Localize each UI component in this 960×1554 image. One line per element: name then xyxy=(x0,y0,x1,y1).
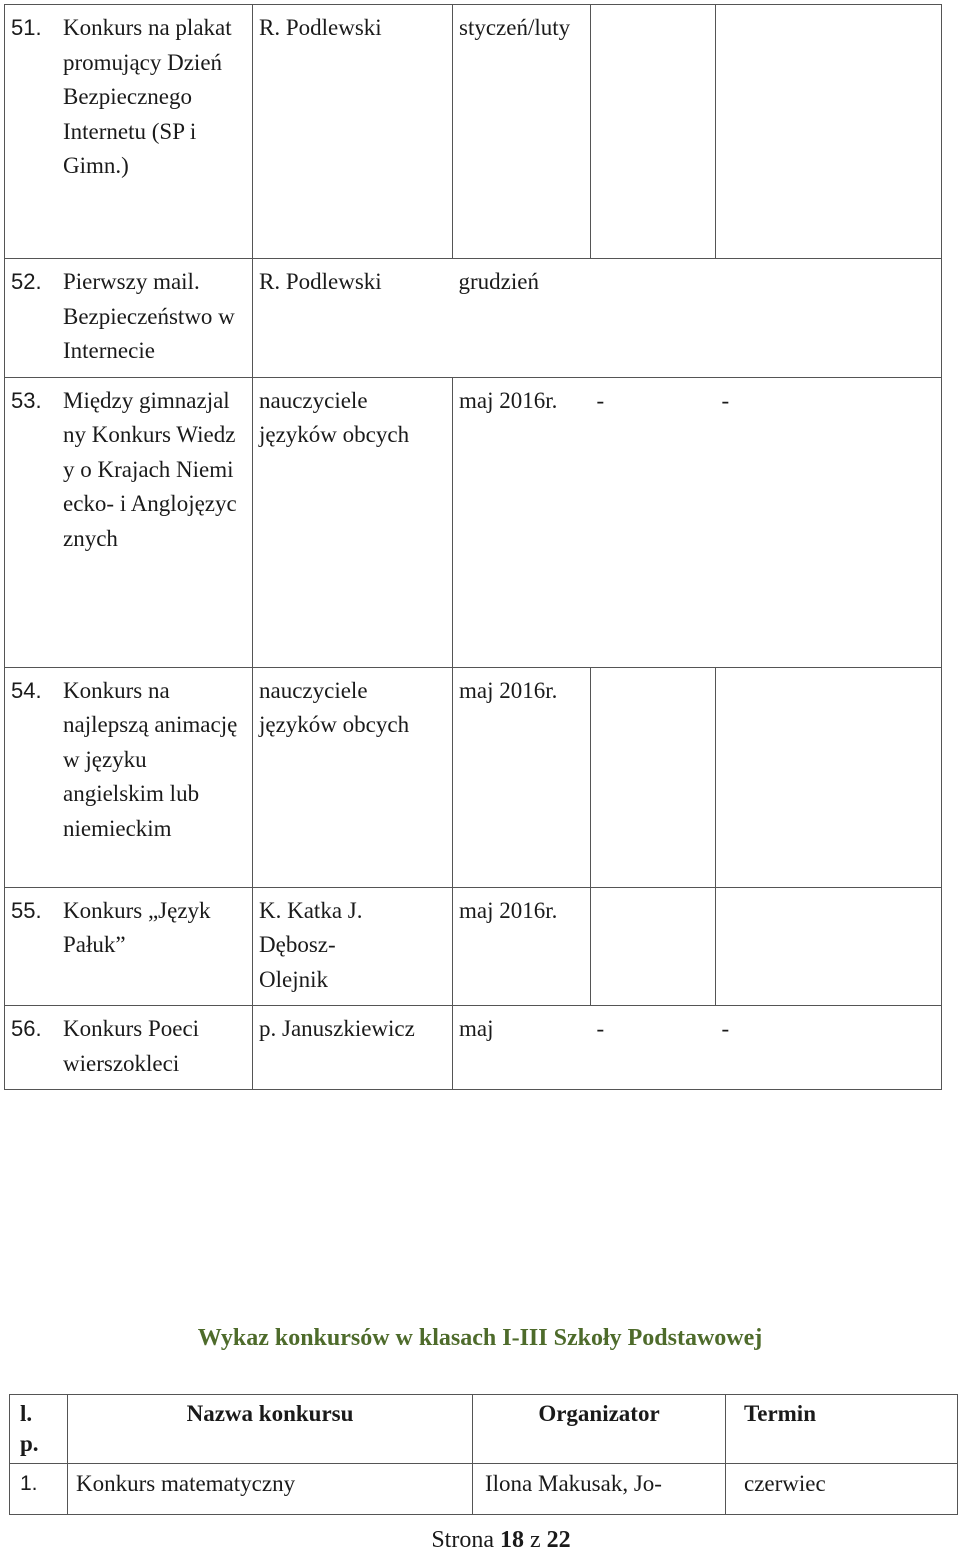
table-row xyxy=(5,887,942,1006)
row-number: 54. xyxy=(11,677,42,703)
extra-col-b: - xyxy=(716,1006,942,1090)
organizer: p. Januszkiewicz xyxy=(253,1006,453,1090)
organizer-text: K. Katka J. Dębosz-Olejnik xyxy=(259,897,363,992)
organizer: R. Podlewski xyxy=(253,259,453,378)
organizer: R. Podlewski xyxy=(253,5,453,259)
competition-name: Konkurs na najlepszą animację w języku angielskim lub niemieckim xyxy=(63,677,238,841)
table-header-row xyxy=(10,1395,958,1464)
competition-name: Pierwszy mail. Bezpieczeństwo w Internecie xyxy=(63,269,235,363)
table-row xyxy=(5,377,942,667)
row-number-name-cell xyxy=(5,259,253,378)
term: maj 2016r. xyxy=(453,377,591,667)
competition-name: Między gimnazjalny Konkurs Wiedzy o Krajach Niemiecko- i Anglojęzycznych xyxy=(63,387,237,551)
competitions-table xyxy=(4,4,942,1090)
page-total: 22 xyxy=(546,1527,571,1553)
header-organizer: Organizator xyxy=(473,1395,726,1464)
term: maj 2016r. xyxy=(453,667,591,887)
extra-col-a: - xyxy=(591,1006,716,1090)
row-number: 52. xyxy=(11,269,42,294)
row-number-name-cell xyxy=(5,377,253,667)
extra-col-b xyxy=(716,5,942,259)
footer-middle: z xyxy=(530,1527,541,1553)
extra-col-a xyxy=(591,887,716,1006)
header-lp xyxy=(10,1395,68,1464)
extra-col-b xyxy=(716,887,942,1006)
page-number: 18 xyxy=(500,1527,524,1553)
table-row xyxy=(5,667,942,887)
table-row xyxy=(5,1006,942,1090)
header-name: Nazwa konkursu xyxy=(68,1395,473,1464)
term: styczeń/luty xyxy=(453,5,591,259)
row-number-name-cell xyxy=(5,667,253,887)
term: maj xyxy=(453,1006,591,1090)
table-row xyxy=(10,1464,958,1515)
grade-1-3-competitions-table xyxy=(9,1394,958,1515)
row-number: 53. xyxy=(11,387,42,413)
term: grudzień xyxy=(453,259,591,378)
extra-col-b xyxy=(716,667,942,887)
table-row xyxy=(5,259,942,378)
row-number-name-cell xyxy=(5,1006,253,1090)
extra-col-a xyxy=(591,259,716,378)
section-title: Wykaz konkursów w klasach I-III Szkoły Podstawowej xyxy=(197,1325,763,1351)
row-number: 55. xyxy=(11,897,42,923)
row-number: 51. xyxy=(11,15,42,40)
row-number-name-cell xyxy=(5,5,253,259)
extra-col-a xyxy=(591,667,716,887)
page-footer xyxy=(0,1527,960,1554)
extra-col-b xyxy=(716,259,942,378)
organizer: nauczyciele języków obcych xyxy=(253,667,453,887)
extra-col-a xyxy=(591,5,716,259)
extra-col-a: - xyxy=(591,377,716,667)
row-number-name-cell xyxy=(5,887,253,1006)
table-row xyxy=(5,5,942,259)
footer-prefix: Strona xyxy=(431,1527,494,1553)
row-lp: 1. xyxy=(10,1464,68,1515)
header-lp-text: l.p. xyxy=(20,1401,39,1456)
header-term: Termin xyxy=(726,1395,958,1464)
row-term: czerwiec xyxy=(726,1464,958,1515)
competition-name: Konkurs na plakat promujący Dzień Bezpiecznego Internetu (SP i Gimn.) xyxy=(63,15,232,178)
row-organizer: Ilona Makusak, Jo- xyxy=(473,1464,726,1515)
row-name: Konkurs matematyczny xyxy=(68,1464,473,1515)
organizer xyxy=(253,887,453,1006)
organizer: nauczyciele języków obcych xyxy=(253,377,453,667)
extra-col-b: - xyxy=(716,377,942,667)
competition-name: Konkurs „Język Pałuk” xyxy=(63,897,211,957)
competition-name: Konkurs Poeci wierszokleci xyxy=(63,1016,200,1076)
row-number: 56. xyxy=(11,1016,42,1041)
term: maj 2016r. xyxy=(453,887,591,1006)
